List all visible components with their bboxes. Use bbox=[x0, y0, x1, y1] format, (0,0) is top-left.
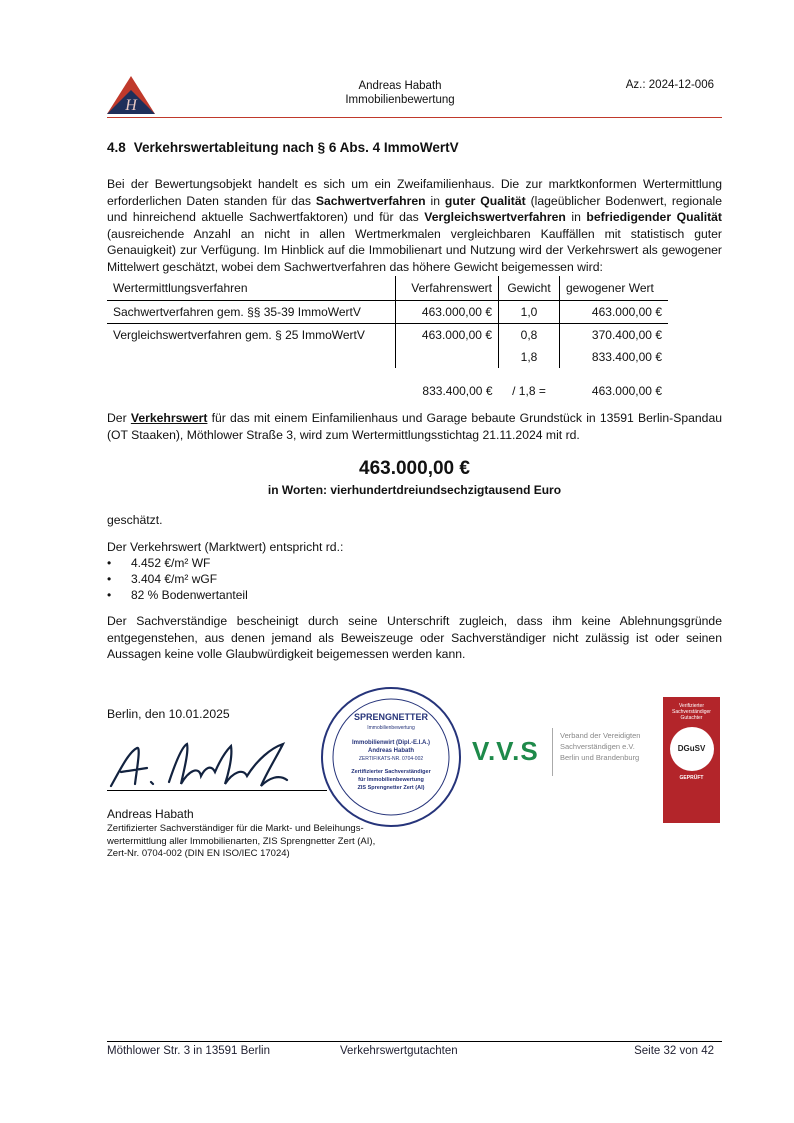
svg-text:Andreas Habath: Andreas Habath bbox=[367, 748, 415, 754]
section-title: Verkehrswertableitung nach § 6 Abs. 4 ImmoWertV bbox=[133, 140, 459, 155]
market-value: 463.000,00 € bbox=[359, 458, 470, 479]
page-number: Seite 32 von 42 bbox=[634, 1045, 714, 1057]
conclusion-paragraph: Der Verkehrswert für das mit einem Einfamilienhaus und Garage bebaute Grundstück in 13591 Berlin-Spandau (OT Staaken), Möthlower Straße 3, wird zum Wertermittlungsstichtag 21.11.2024 mit rd. bbox=[107, 411, 723, 442]
list-item: • 82 % Bodenwertanteil bbox=[107, 587, 248, 603]
signer-credentials: Zertifizierter Sachverständiger für die Markt- und Beleihungs- wertermittlung aller Immobilienarten, ZIS Sprengnetter Zert (AI), Zert-Nr. 0704-002 (DIN EN ISO/IEC 17024) bbox=[107, 823, 376, 859]
section-heading bbox=[107, 140, 459, 155]
table-header: Gewicht bbox=[499, 276, 560, 301]
declaration-paragraph: Der Sachverständige bescheinigt durch seine Unterschrift zugleich, dass ihm keine Ablehnungsgründe entgegenstehen, aus denen jemand als Beweiszeuge oder Sachverständiger nicht zulässig ist oder seinen Aussagen keine volle Glaubwürdigkeit beigemessen werden kann. bbox=[107, 614, 722, 661]
svg-text:Zertifizierter Sachverständige: Zertifizierter Sachverständiger bbox=[351, 769, 431, 775]
intro-paragraph: Bei der Bewertungsobjekt handelt es sich um ein Zweifamilienhaus. Die zur marktkonformen Wertermittlung erforderlichen Daten standen für das Sachwertverfahren in guter Qualität (lageüblicher Bodenwert, regionale und hinreichend aktuelle Sachwertfaktoren) und für das Vergleichswertverfahren in befriedigender Qualität (ausreichende Anzahl an nicht in allen Wertmerkmalen vergleichbaren Kauffällen mit statistisch guter Genauigkeit) zur Verfügung. Im Hinblick auf die Immobilienart und Nutzung wird der Verkehrswert als gewogener Mittelwert geschätzt, wobei dem Sachwertverfahren das höhere Gewicht beigemessen wird: bbox=[107, 177, 723, 274]
footer-document: Verkehrswertgutachten bbox=[340, 1045, 458, 1057]
dgusv-badge: Verifizierter Sachverständiger Gutachter DGuSV GEPRÜFT bbox=[663, 697, 720, 823]
svg-text:ZIS Sprengnetter Zert (AI): ZIS Sprengnetter Zert (AI) bbox=[357, 785, 425, 791]
place-date: Berlin, den 10.01.2025 bbox=[107, 707, 230, 721]
value-bullets bbox=[107, 555, 248, 603]
svg-text:Immobilienbewertung: Immobilienbewertung bbox=[367, 725, 415, 731]
header-name: Andreas Habath bbox=[358, 80, 442, 92]
footer-rule bbox=[107, 1041, 722, 1042]
table-header: Wertermittlungsverfahren bbox=[107, 276, 396, 301]
svg-text:SPRENGNETTER: SPRENGNETTER bbox=[353, 712, 429, 722]
table-header: gewogener Wert bbox=[560, 276, 669, 301]
table-header-row bbox=[107, 276, 668, 301]
svg-text:ZERTIFIKATS-NR. 0704-002: ZERTIFIKATS-NR. 0704-002 bbox=[358, 756, 424, 762]
svg-text:H: H bbox=[125, 97, 137, 114]
reference-number: Az.: 2024-12-006 bbox=[625, 79, 714, 91]
valuation-table bbox=[107, 276, 668, 404]
market-value-intro: Der Verkehrswert (Marktwert) entspricht rd.: bbox=[107, 540, 344, 554]
signer-name: Andreas Habath bbox=[107, 807, 194, 821]
certification-stamp bbox=[320, 686, 462, 828]
estimated-text: geschätzt. bbox=[107, 513, 163, 527]
footer-address: Möthlower Str. 3 in 13591 Berlin bbox=[107, 1045, 271, 1057]
table-row: 1,8 833.400,00 € bbox=[107, 346, 668, 368]
header-subtitle: Immobilienbewertung bbox=[345, 94, 455, 106]
habath-logo bbox=[107, 76, 155, 114]
market-value-words: in Worten: vierhundertdreiundsechzigtausend Euro bbox=[267, 483, 562, 497]
vvs-logo: V.V.S Verband der Vereidigten Sachverständigen e.V. Berlin und Brandenburg bbox=[472, 728, 642, 778]
table-row: Vergleichswertverfahren gem. § 25 ImmoWertV 463.000,00 € 0,8 370.400,00 € bbox=[107, 324, 668, 347]
header-title bbox=[300, 79, 500, 107]
signature-line bbox=[107, 790, 327, 791]
header-rule bbox=[107, 117, 722, 118]
table-header: Verfahrenswert bbox=[396, 276, 499, 301]
signature bbox=[107, 738, 307, 794]
list-item: • 4.452 €/m² WF bbox=[107, 555, 248, 571]
list-item: • 3.404 €/m² wGF bbox=[107, 571, 248, 587]
svg-text:Immobilienwirt (Dipl.-E.I.A.): Immobilienwirt (Dipl.-E.I.A.) bbox=[352, 740, 430, 746]
table-total-row: 833.400,00 € / 1,8 = 463.000,00 € bbox=[422, 384, 662, 398]
section-number: 4.8 bbox=[107, 140, 126, 155]
table-row: Sachwertverfahren gem. §§ 35-39 ImmoWertV 463.000,00 € 1,0 463.000,00 € bbox=[107, 301, 668, 324]
svg-text:für Immobilienbewertung: für Immobilienbewertung bbox=[358, 777, 424, 783]
